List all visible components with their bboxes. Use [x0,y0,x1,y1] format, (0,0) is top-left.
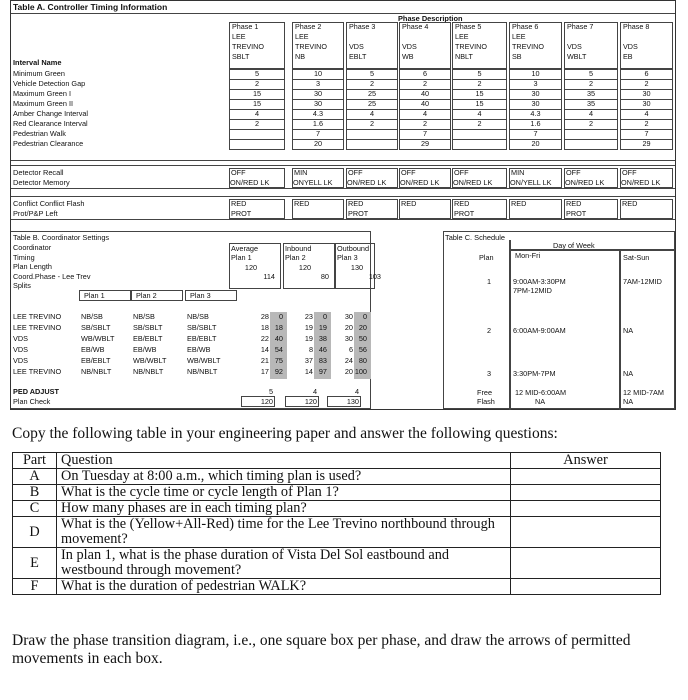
split-value: 30 [344,334,353,343]
plan-h2: Plan 1 [231,253,252,262]
split-p1: SB/SBLT [81,323,111,332]
detector-recall-value: OFF [454,168,469,177]
detector-recall-value: OFF [348,168,363,177]
split-p1: NB/SB [81,312,103,321]
question-text: What is the cycle time or cycle length of Plan 1? [57,485,511,501]
interval-name-label: Interval Name [13,58,62,67]
plan-h2: Plan 2 [285,253,306,262]
phase-label: Phase 8 [623,22,650,31]
split-movement: VDS [13,356,29,365]
c-divider [619,249,621,410]
draw-instructions: Draw the phase transition diagram, i.e., one square box per phase, and draw the arrows of permitted movements in each box. [12,632,631,667]
schedule-monfri: 3:30PM-7PM [513,369,556,378]
split-value: 40 [274,334,283,343]
answer-cell [511,469,661,485]
interval-value: 2 [588,119,594,128]
split-movement: LEE TREVINO [13,367,62,376]
interval-value: 30 [531,99,540,108]
detector-recall-value: OFF [401,168,416,177]
interval-value: 30 [313,89,323,98]
timing-sheet [10,0,676,410]
plan-h1: Outbound [337,244,370,253]
split-p3: EB/EBLT [187,334,217,343]
interval-value: 5 [477,69,482,78]
plan-coord: 114 [263,272,275,281]
interval-value: 2 [588,79,594,88]
split-value: 20 [358,323,367,332]
prot-left-value: PROT [566,209,587,218]
c-divider [509,240,511,410]
conflict-flash-value: RED [454,199,470,208]
question-text: What is the (Yellow+All-Red) time for the Lee Trevino northbound through movement? [57,517,511,548]
interval-name: Pedestrian Clearance [13,139,84,148]
interval-name: Pedestrian Walk [13,129,66,138]
questions-table [12,452,661,595]
split-value: 80 [358,356,367,365]
interval-value: 25 [367,89,377,98]
coord-label: Plan Length [13,262,52,271]
phase-label: Phase 5 [455,22,482,31]
interval-value: 2 [422,119,428,128]
phase-line2: VDS [349,42,364,51]
split-p1: WB/WBLT [81,334,115,343]
interval-value: 6 [422,69,428,78]
split-value: 0 [322,312,327,321]
satsun-header: Sat-Sun [623,253,650,262]
question-part: E [13,548,57,579]
question-part: D [13,517,57,548]
detector-recall-value: MIN [294,168,308,177]
phase-line1: LEE [295,32,309,41]
interval-name: Red Clearance Interval [13,119,88,128]
detector-memory-value: ON/RED LK [565,178,605,187]
split-value: 22 [260,334,269,343]
split-value: 8 [308,345,313,354]
phase-label: Phase 2 [295,22,322,31]
phase-description-label: Phase Description [398,14,463,23]
schedule-free-satsun-2: NA [623,397,634,406]
interval-value: 4 [369,109,375,118]
split-value: 97 [318,367,327,376]
split-value: 19 [304,323,313,332]
plan-length: 120 [298,263,312,272]
split-value: 17 [260,367,269,376]
interval-value: 25 [367,99,377,108]
phase-line2: TREVINO [455,42,487,51]
split-p1: EB/EBLT [81,356,111,365]
interval-cell-box [452,139,507,150]
phase-line1: LEE [232,32,246,41]
interval-value: 2 [477,79,482,88]
split-value: 18 [260,323,269,332]
split-p2: NB/NBLT [133,367,164,376]
interval-value: 29 [420,139,430,148]
plan-coord: 103 [368,272,381,281]
split-p2: NB/SB [133,312,155,321]
schedule-free-satsun: 12 MID-7AM [623,388,664,397]
split-value: 18 [274,323,283,332]
split-movement: VDS [13,334,29,343]
interval-value: 4 [477,109,482,118]
interval-value: 30 [642,89,651,98]
detector-memory-value: ON/RED LK [453,178,493,187]
interval-value: 20 [313,139,323,148]
phase-line3: SB [512,52,522,61]
schedule-free: Free [477,388,493,397]
question-row [13,548,661,579]
detector-memory-value: ON/RED LK [400,178,440,187]
split-value: 19 [304,334,313,343]
interval-value: 3 [315,79,321,88]
phase-label: Phase 7 [567,22,594,31]
question-text: What is the duration of pedestrian WALK? [57,579,511,595]
conflict-flash-value: RED [511,199,527,208]
phase-line3: EBLT [349,52,367,61]
interval-cell-box [229,139,285,150]
phase-line3: NBLT [455,52,473,61]
interval-value: 15 [252,99,262,108]
split-value: 75 [274,356,283,365]
questions-intro: Copy the following table in your engineering paper and answer the following questions: [12,425,558,442]
table-c-title: Table C. Schedule [445,233,505,242]
answer-cell [511,485,661,501]
conflict-flash-value: RED [231,199,247,208]
split-movement: LEE TREVINO [13,323,62,332]
split-value: 83 [318,356,327,365]
interval-value: 7 [422,129,428,138]
answer-cell [511,548,661,579]
detector-recall-value: OFF [566,168,581,177]
interval-value: 2 [369,79,375,88]
col-question: Question [57,453,511,469]
day-of-week-header: Day of Week [553,241,595,250]
split-value: 14 [260,345,269,354]
split-p2: EB/EBLT [133,334,163,343]
interval-value: 2 [254,119,260,128]
interval-value: 2 [477,119,482,128]
phase-line1: LEE [512,32,526,41]
col-part: Part [13,453,57,469]
split-header: Plan 3 [190,291,211,300]
split-value: 92 [274,367,283,376]
detector-memory-value: ON/RED LK [347,178,387,187]
conflict-flash-value: RED [348,199,364,208]
interval-cell-box [564,139,618,150]
split-value: 21 [260,356,269,365]
split-value: 56 [358,345,367,354]
plan-col-header: Plan [479,253,494,262]
ped-adjust-value: 5 [268,387,273,396]
interval-value: 6 [644,69,649,78]
plan-length: 120 [244,263,258,272]
split-movement: LEE TREVINO [13,312,62,321]
phase-line2: VDS [567,42,582,51]
question-row [13,485,661,501]
split-p2: WB/WBLT [133,356,167,365]
interval-name: Maximum Green II [13,99,74,108]
plan-check-label: Plan Check [13,397,51,406]
interval-value: 2 [644,79,649,88]
interval-value: 30 [642,99,651,108]
split-value: 38 [318,334,327,343]
phase-line2: VDS [623,42,638,51]
answer-cell [511,517,661,548]
split-header: Plan 1 [84,291,105,300]
schedule-satsun: 7AM-12MID [623,277,662,286]
phase-label: Phase 3 [349,22,376,31]
prot-left-label: Prot/P&P Left [13,209,58,218]
question-part: F [13,579,57,595]
schedule-satsun: NA [623,326,634,335]
interval-value: 35 [586,99,596,108]
interval-value: 4.3 [530,109,541,118]
split-value: 0 [362,312,367,321]
split-value: 28 [260,312,269,321]
conflict-flash-value: RED [566,199,582,208]
split-value: 19 [318,323,327,332]
question-part: C [13,501,57,517]
table-a-title: Table A. Controller Timing Information [13,2,168,12]
question-text: How many phases are in each timing plan? [57,501,511,517]
conflict-flash-value: RED [401,199,417,208]
detector-recall-value: OFF [622,168,637,177]
split-value: 46 [318,345,327,354]
detector-memory-label: Detector Memory [13,178,70,187]
phase-line1: LEE [455,32,469,41]
prot-left-value: PROT [348,209,369,218]
split-value: 24 [344,356,353,365]
interval-value: 4 [254,109,260,118]
detector-memory-value: ON/RED LK [621,178,661,187]
interval-value: 29 [642,139,651,148]
answer-cell [511,501,661,517]
interval-value: 5 [369,69,375,78]
interval-value: 4 [644,109,649,118]
schedule-flash: Flash [477,397,495,406]
plan-coord: 80 [320,272,329,281]
c-divider [509,249,675,251]
interval-value: 40 [420,99,430,108]
schedule-free-monfri-2: NA [535,397,546,406]
answer-cell [511,579,661,595]
detector-recall-value: OFF [231,168,246,177]
prot-left-value: PROT [231,209,252,218]
interval-name: Amber Change Interval [13,109,89,118]
interval-value: 5 [588,69,594,78]
split-p3: NB/NBLT [187,367,218,376]
col-answer: Answer [511,453,661,469]
split-value: 0 [278,312,283,321]
question-part: A [13,469,57,485]
table-b-title: Table B. Coordinator Settings [13,233,110,242]
interval-name: Vehicle Detection Gap [13,79,86,88]
coord-label: Coord.Phase - Lee Trev [13,271,91,281]
interval-value: 7 [533,129,538,138]
split-movement: VDS [13,345,29,354]
conflict-flash-label: Conflict Conflict Flash [13,199,85,208]
detector-recall-value: MIN [511,168,525,177]
phase-label: Phase 4 [402,22,429,31]
question-text: In plan 1, what is the phase duration of Vista Del Sol eastbound and westbound through movement? [57,548,511,579]
phase-line2: TREVINO [512,42,544,51]
split-header: Plan 2 [136,291,157,300]
split-p3: SB/SBLT [187,323,217,332]
schedule-plan: 1 [487,277,492,286]
question-text: On Tuesday at 8:00 a.m., which timing plan is used? [57,469,511,485]
interval-value: 4 [422,109,428,118]
schedule-satsun: NA [623,369,634,378]
coord-label: Splits [13,281,31,290]
split-value: 6 [348,345,353,354]
ped-adjust-value: 4 [354,387,359,396]
interval-name: Maximum Green I [13,89,71,98]
interval-value: 20 [531,139,540,148]
detector-memory-value: ONYELL LK [293,178,333,187]
phase-line2: TREVINO [295,42,327,51]
split-p1: NB/NBLT [81,367,112,376]
phase-label: Phase 1 [232,22,259,31]
interval-value: 2 [644,119,649,128]
phase-line2: VDS [402,42,417,51]
interval-value: 4.3 [312,109,324,118]
interval-value: 15 [475,89,484,98]
interval-value: 2 [254,79,260,88]
plan-check-value: 120 [260,397,273,406]
split-value: 50 [358,334,367,343]
coord-label: Timing [13,252,35,262]
interval-name: Minimum Green [13,69,65,78]
ped-adjust-label: PED ADJUST [13,387,59,396]
plan-check-value: 120 [304,397,317,406]
split-value: 30 [344,312,353,321]
interval-value: 4 [588,109,594,118]
split-value: 20 [344,323,353,332]
phase-line3: EB [623,52,633,61]
plan-h1: Average [231,244,259,253]
interval-value: 7 [644,129,649,138]
ped-adjust-value: 4 [312,387,317,396]
interval-value: 2 [369,119,375,128]
split-p3: NB/SB [187,312,209,321]
split-value: 37 [304,356,313,365]
detector-recall-label: Detector Recall [13,168,64,177]
question-part: B [13,485,57,501]
split-p3: WB/WBLT [187,356,221,365]
plan-h2: Plan 3 [337,253,358,262]
interval-value: 10 [531,69,540,78]
plan-h1: Inbound [285,244,312,253]
phase-line3: SBLT [232,52,250,61]
detector-memory-value: ON/YELL LK [510,178,552,187]
schedule-monfri: 6:00AM-9:00AM [513,326,566,335]
plan-length: 130 [350,263,364,272]
interval-cell-box [346,139,398,150]
interval-value: 7 [315,129,321,138]
question-row [13,501,661,517]
phase-label: Phase 6 [512,22,539,31]
monfri-header: Mon-Fri [515,251,541,260]
interval-value: 1.6 [530,119,541,128]
phase-line3: WB [402,52,414,61]
coord-label: Coordinator [13,243,52,252]
schedule-free-monfri: 12 MID-6:00AM [515,388,567,397]
prot-left-value: PROT [454,209,475,218]
schedule-plan: 3 [487,369,492,378]
split-value: 23 [304,312,313,321]
question-row [13,517,661,548]
interval-value: 35 [586,89,596,98]
interval-value: 3 [533,79,538,88]
schedule-plan: 2 [487,326,492,335]
interval-value: 30 [313,99,323,108]
split-value: 100 [354,367,367,376]
schedule-monfri: 9:00AM-3:30PM [513,277,566,286]
phase-line3: WBLT [567,52,587,61]
detector-memory-value: ON/RED LK [230,178,270,187]
conflict-flash-value: RED [294,199,310,208]
interval-value: 1.6 [312,119,324,128]
split-value: 54 [274,345,283,354]
split-p3: EB/WB [187,345,211,354]
interval-value: 15 [252,89,262,98]
conflict-flash-value: RED [622,199,638,208]
split-p2: SB/SBLT [133,323,163,332]
plan-check-value: 130 [346,397,359,406]
interval-value: 30 [531,89,540,98]
split-p2: EB/WB [133,345,157,354]
split-p1: EB/WB [81,345,105,354]
phase-line3: NB [295,52,305,61]
split-value: 20 [344,367,353,376]
phase-line2: TREVINO [232,42,264,51]
question-row [13,469,661,485]
interval-value: 10 [313,69,323,78]
interval-value: 2 [422,79,428,88]
interval-value: 40 [420,89,430,98]
interval-value: 5 [254,69,260,78]
schedule-monfri-2: 7PM-12MID [513,286,552,295]
interval-value: 15 [475,99,484,108]
split-value: 14 [304,367,313,376]
question-row [13,579,661,595]
